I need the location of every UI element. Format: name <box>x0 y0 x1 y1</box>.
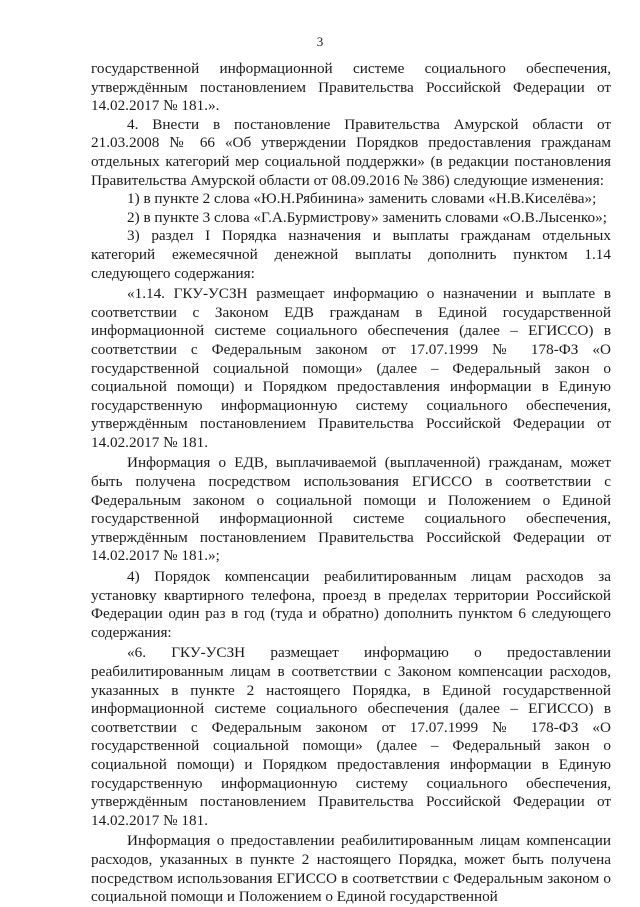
paragraph-continuation: государственной информационной системе социального обеспечения, утверждённым постановлением Правительства Российской Федерации от 14.02.2017 № 181.». <box>91 60 611 115</box>
paragraph-item-4: 4. Внести в постановление Правительства Амурской области от 21.03.2008 № 66 «Об утверждении Порядков предоставления гражданам отдельных категорий мер социальной поддержки» (в редакции постановления Правительства Амурской области от 08.09.2016 № 386) следующие изменения: <box>91 115 611 189</box>
document-body <box>91 60 611 907</box>
paragraph-compensation-info: Информация о предоставлении реабилитированным лицам компенсации расходов, указанных в пункте 2 настоящего Порядка, может быть получена посредством использования ЕГИССО в соответствии с Федеральным законом о социальной помощи и Положением о Единой государственной <box>91 832 611 906</box>
paragraph-subitem-3: 3) раздел I Порядка назначения и выплаты гражданам отдельных категорий ежемесячной денежной выплаты дополнить пунктом 1.14 следующего содержания: <box>91 227 611 282</box>
page-number: 3 <box>316 34 324 49</box>
paragraph-clause-6: «6. ГКУ-УСЗН размещает информацию о предоставлении реабилитированным лицам в соответствии с Законом компенсации расходов, указанных в пункте 2 настоящего Порядка, в Единой государственной информационной системе социального обеспечения (далее – ЕГИССО) в соответствии с Федеральным законом от 17.07.1999 № 178-ФЗ «О государственной социальной помощи» (далее – Федеральный закон о социальной помощи) и Порядком предоставления информации в Единую государственную информационную систему социального обеспечения, утверждённым постановлением Правительства Российской Федерации от 14.02.2017 № 181. <box>91 644 611 829</box>
paragraph-subitem-2: 2) в пункте 3 слова «Г.А.Бурмистрову» заменить словами «О.В.Лысенко»; <box>127 208 607 226</box>
paragraph-edv-info: Информация о ЕДВ, выплачиваемой (выплаченной) гражданам, может быть получена посредством использования ЕГИССО в соответствии с Федеральным законом о социальной помощи и Положением о Единой государственной информационной системе социального обеспечения, утверждённым постановлением Правительства Российской Федерации от 14.02.2017 № 181.»; <box>91 454 611 565</box>
paragraph-clause-1-14: «1.14. ГКУ-УСЗН размещает информацию о назначении и выплате в соответствии с Законом ЕДВ гражданам в Единой государственной информационной системе социального обеспечения (далее – ЕГИССО) в соответствии с Федеральным законом от 17.07.1999 № 178-ФЗ «О государственной социальной помощи» (далее – Федеральный закон о социальной помощи) и Порядком предоставления информации в Единую государственную информационную систему социального обеспечения, утверждённым постановлением Правительства Российской Федерации от 14.02.2017 № 181. <box>91 285 611 451</box>
paragraph-subitem-4: 4) Порядок компенсации реабилитированным лицам расходов за установку квартирного телефона, проезд в пределах территории Российской Федерации один раз в год (туда и обратно) дополнить пунктом 6 следующего содержания: <box>91 568 611 641</box>
paragraph-subitem-1: 1) в пункте 2 слова «Ю.Н.Рябинина» заменить словами «Н.В.Киселёва»; <box>127 190 597 208</box>
